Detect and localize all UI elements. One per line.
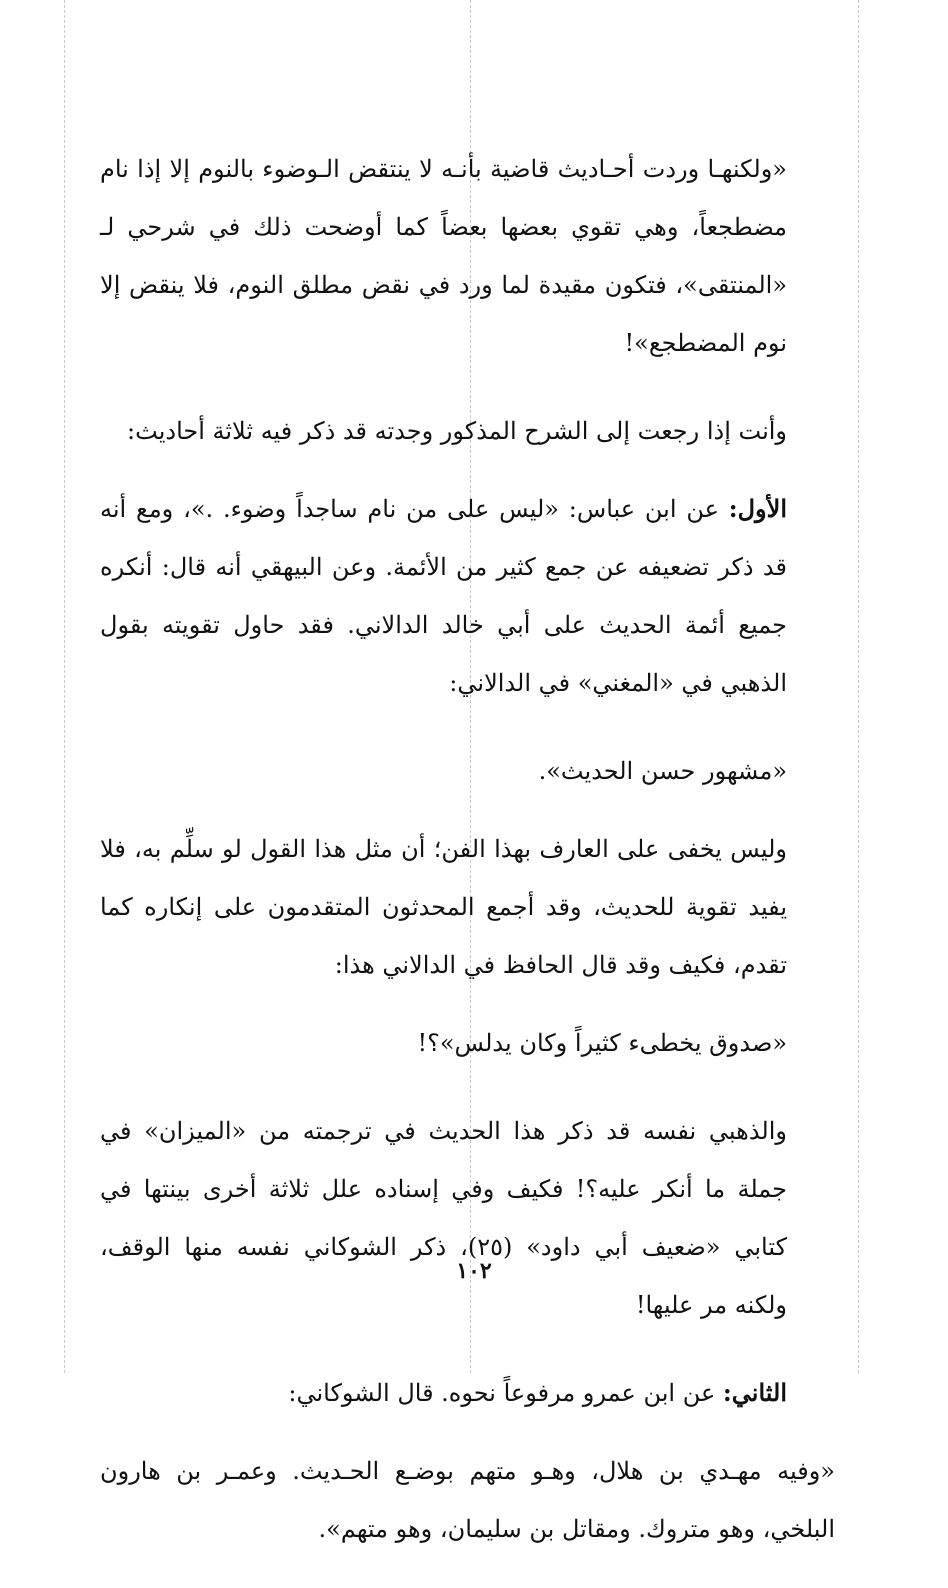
paragraph-text: «مشهور حسن الحديث». (538, 757, 787, 785)
body-text (100, 140, 835, 1588)
paragraph-lead: الأول: (728, 494, 787, 523)
paragraph-lead: الثاني: (722, 1378, 787, 1407)
quote-paragraph-shawkani (100, 140, 835, 372)
quote-dhahabi-mughni (100, 742, 835, 800)
paragraph-text: والذهبي نفسه قد ذكر هذا الحديث في ترجمته من «الميزان» في جملة ما أنكر عليه؟! فكيف وفي إسناده علل ثلاثة أخرى بينتها في كتابي «ضعيف أبي داود» (٢٥)، ذكر الشوكاني نفسه منها الوقف، ولكنه مر عليها! (100, 1117, 787, 1319)
margin-guide-right (858, 0, 859, 1373)
quote-shawkani-narrators (100, 1442, 835, 1558)
paragraph-mizan (100, 1102, 835, 1334)
paragraph-text: عن ابن عباس: «ليس على من نام ساجداً وضوء. .»، ومع أنه قد ذكر تضعيفه عن جمع كثير من الأئمة. وعن البيهقي أنه قال: أنكره جميع أئمة الحديث على أبي خالد الدالاني. فقد حاول تقويته بقول الذهبي في «المغني» في الدالاني: (100, 495, 787, 697)
paragraph-three-hadiths (100, 402, 835, 460)
paragraph-text: عن ابن عمرو مرفوعاً نحوه. قال الشوكاني: (288, 1379, 723, 1407)
margin-guide-left (64, 0, 65, 1373)
page-number: ١٠٢ (456, 1258, 492, 1284)
quote-hafiz (100, 1014, 835, 1072)
paragraph-text: وليس يخفى على العارف بهذا الفن؛ أن مثل هذا القول لو سلِّم به، فلا يفيد تقوية للحديث، وقد أجمع المحدثون المتقدمون على إنكاره كما تقدم، فكيف وقد قال الحافظ في الدالاني هذا: (100, 835, 787, 979)
paragraph-text: وأنت إذا رجعت إلى الشرح المذكور وجدته قد ذكر فيه ثلاثة أحاديث: (127, 417, 787, 445)
paragraph-critique (100, 820, 835, 994)
paragraph-text: «ولكنهـا وردت أحـاديث قاضية بأنـه لا ينتقض الـوضوء بالنوم إلا إذا نام مضطجعاً، وهي تقوي بعضها بعضاً كما أوضحت ذلك في شرحي لـ «المنتقى»، فتكون مقيدة لما ورد في نقض مطلق النوم، فلا ينقض إلا نوم المضطجع»! (100, 155, 787, 357)
paragraph-text: «وفيه مهـدي بن هلال، وهـو متهم بوضـع الحـديث. وعمـر بن هارون البلخي، وهو متروك. ومقاتل بن سليمان، وهو متهم». (100, 1457, 835, 1543)
paragraph-first-hadith (100, 480, 835, 712)
paragraph-text: «صدوق يخطىء كثيراً وكان يدلس»؟! (417, 1029, 787, 1057)
